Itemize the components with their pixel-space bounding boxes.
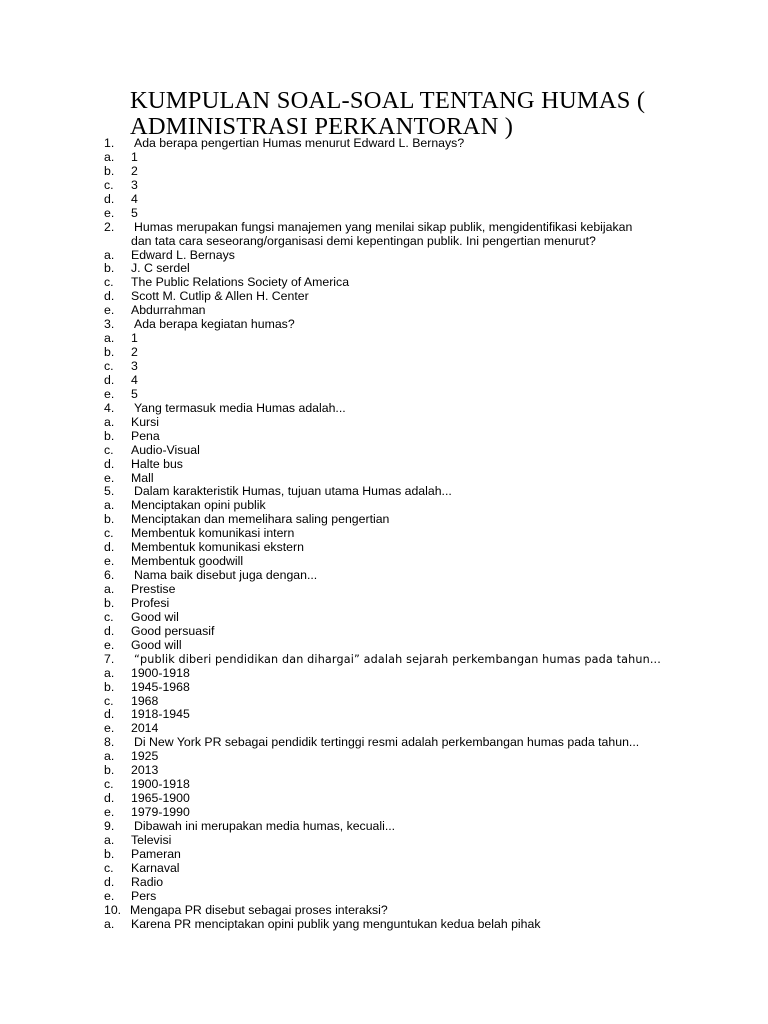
list-marker: b. — [104, 163, 115, 178]
list-marker: c. — [104, 609, 114, 624]
option-line — [104, 722, 744, 736]
list-marker: d. — [104, 289, 115, 304]
option-line — [104, 862, 744, 876]
question-line — [104, 318, 744, 332]
line-text: The Public Relations Society of America — [131, 275, 350, 290]
line-text: 1 — [131, 331, 138, 346]
line-text: dan tata cara seseorang/organisasi demi kepentingan publik. Ini pengertian menurut? — [131, 233, 596, 248]
list-marker: 1. — [104, 136, 115, 150]
line-text: Televisi — [131, 832, 172, 847]
line-text: 1900-1918 — [131, 777, 190, 792]
document-title — [130, 88, 730, 140]
line-text: Menciptakan opini publik — [131, 498, 266, 513]
line-text: 5 — [131, 205, 138, 220]
option-line — [104, 304, 744, 318]
question-line — [104, 137, 744, 151]
list-marker: a. — [104, 665, 115, 680]
line-text: Mengapa PR disebut sebagai proses interaksi? — [130, 902, 388, 917]
line-text: 4 — [131, 372, 138, 387]
list-marker: d. — [104, 791, 115, 806]
list-marker: a. — [104, 149, 115, 164]
list-marker: 9. — [104, 818, 115, 833]
line-text: Membentuk komunikasi ekstern — [131, 540, 304, 555]
list-marker: a. — [104, 749, 115, 764]
list-marker: a. — [104, 247, 115, 262]
list-marker: e. — [104, 637, 115, 652]
option-line — [104, 499, 744, 513]
list-marker: 5. — [104, 484, 115, 499]
option-line — [104, 444, 744, 458]
line-text: Menciptakan dan memelihara saling pengertian — [131, 512, 390, 527]
list-marker: 4. — [104, 400, 115, 415]
line-text: Yang termasuk media Humas adalah... — [134, 400, 346, 415]
list-marker: e. — [104, 721, 115, 736]
line-text: Nama baik disebut juga dengan... — [134, 568, 318, 583]
list-marker: c. — [104, 777, 114, 792]
line-text: 5 — [131, 386, 138, 401]
line-text: 1965-1900 — [131, 791, 190, 806]
line-text: 1900-1918 — [131, 665, 190, 680]
line-text: 1 — [131, 149, 138, 164]
list-marker: a. — [104, 414, 115, 429]
line-text: Pena — [131, 428, 160, 443]
question-line — [104, 653, 744, 667]
line-text: 2 — [131, 345, 138, 360]
list-marker: 10. — [104, 902, 122, 917]
list-marker: c. — [104, 359, 114, 373]
option-line — [104, 179, 744, 193]
line-text: Halte bus — [131, 456, 183, 471]
list-marker: b. — [104, 261, 115, 276]
line-text: 1979-1990 — [131, 805, 190, 819]
option-line — [104, 430, 744, 444]
option-line — [104, 193, 744, 207]
option-line — [104, 472, 744, 486]
option-line — [104, 555, 744, 569]
list-marker: e. — [104, 554, 115, 569]
option-line — [104, 249, 744, 263]
list-marker: b. — [104, 345, 115, 360]
line-text: Dalam karakteristik Humas, tujuan utama Humas adalah... — [134, 484, 452, 499]
list-marker: a. — [104, 582, 115, 596]
line-text: Good will — [131, 637, 182, 652]
list-marker: d. — [104, 372, 115, 387]
title-line-2: ADMINISTRASI PERKANTORAN ) — [130, 113, 514, 140]
question-line — [104, 221, 744, 235]
question-line — [104, 485, 744, 499]
list-marker: c. — [104, 275, 114, 290]
line-text: 3 — [131, 177, 138, 192]
option-line — [104, 207, 744, 221]
option-line — [104, 667, 744, 681]
line-text: Scott M. Cutlip & Allen H. Center — [131, 289, 309, 304]
line-text: Ada berapa pengertian Humas menurut Edward L. Bernays? — [134, 136, 465, 150]
option-line — [104, 388, 744, 402]
line-text: 1945-1968 — [131, 679, 190, 694]
line-text: 3 — [131, 359, 138, 373]
option-line — [104, 165, 744, 179]
list-marker: c. — [104, 442, 114, 457]
option-line — [104, 276, 744, 290]
line-text: 1918-1945 — [131, 707, 190, 722]
title-line-1: KUMPULAN SOAL-SOAL TENTANG HUMAS ( — [130, 87, 646, 114]
list-marker: a. — [104, 916, 115, 931]
list-marker: b. — [104, 512, 115, 527]
option-line — [104, 360, 744, 374]
option-line — [104, 290, 744, 304]
option-line — [104, 151, 744, 165]
option-line — [104, 764, 744, 778]
list-marker: b. — [104, 428, 115, 443]
line-text: J. C serdel — [131, 261, 190, 276]
line-text: 4 — [131, 191, 138, 206]
list-marker: e. — [104, 470, 115, 485]
option-line — [104, 262, 744, 276]
option-line — [104, 750, 744, 764]
list-marker: c. — [104, 693, 114, 708]
list-marker: d. — [104, 456, 115, 471]
list-marker: e. — [104, 303, 115, 318]
list-marker: b. — [104, 595, 115, 610]
option-line — [104, 918, 744, 932]
line-text: Karnaval — [131, 860, 180, 875]
line-text: Membentuk komunikasi intern — [131, 526, 295, 541]
list-marker: b. — [104, 763, 115, 778]
question-list — [104, 137, 744, 931]
line-text: 2 — [131, 163, 138, 178]
list-marker: d. — [104, 540, 115, 555]
list-marker: e. — [104, 805, 115, 819]
line-text: Dibawah ini merupakan media humas, kecuali... — [134, 818, 396, 833]
option-line — [104, 848, 744, 862]
line-text: 1968 — [131, 693, 159, 708]
line-text: Abdurrahman — [131, 303, 206, 318]
line-text: Mall — [131, 470, 154, 485]
option-line — [104, 458, 744, 472]
option-line — [104, 332, 744, 346]
line-text: Prestise — [131, 582, 176, 596]
option-line — [104, 876, 744, 890]
line-text: Pers — [131, 888, 157, 903]
list-marker: e. — [104, 888, 115, 903]
option-line — [104, 778, 744, 792]
list-marker: c. — [104, 526, 114, 541]
option-line — [104, 695, 744, 709]
question-line — [104, 736, 744, 750]
option-line — [104, 416, 744, 430]
list-marker: 3. — [104, 317, 115, 332]
line-text: Good wil — [131, 609, 179, 624]
line-text: Kursi — [131, 414, 160, 429]
option-line — [104, 806, 744, 820]
list-marker: d. — [104, 874, 115, 889]
question-line — [104, 569, 744, 583]
option-line — [104, 890, 744, 904]
list-marker: d. — [104, 707, 115, 722]
option-line — [104, 513, 744, 527]
option-line — [104, 597, 744, 611]
list-marker: d. — [104, 191, 115, 206]
option-line — [104, 792, 744, 806]
question-continuation — [104, 235, 744, 249]
list-marker: d. — [104, 623, 115, 638]
list-marker: b. — [104, 846, 115, 861]
option-line — [104, 527, 744, 541]
option-line — [104, 541, 744, 555]
list-marker: e. — [104, 205, 115, 220]
option-line — [104, 681, 744, 695]
line-text: Audio-Visual — [131, 442, 200, 457]
list-marker: 6. — [104, 568, 115, 583]
list-marker: c. — [104, 860, 114, 875]
option-line — [104, 708, 744, 722]
question-line — [104, 820, 744, 834]
option-line — [104, 639, 744, 653]
list-marker: e. — [104, 386, 115, 401]
list-marker: b. — [104, 679, 115, 694]
list-marker: 2. — [104, 219, 115, 234]
option-line — [104, 374, 744, 388]
line-text: Humas merupakan fungsi manajemen yang menilai sikap publik, mengidentifikasi kebijakan — [134, 219, 633, 234]
line-text: Ada berapa kegiatan humas? — [134, 317, 295, 332]
list-marker: 8. — [104, 735, 115, 750]
list-marker: a. — [104, 331, 115, 346]
line-text: “publik diberi pendidikan dan dihargai” adalah sejarah perkembangan humas pada tahun... — [134, 652, 661, 666]
line-text: Profesi — [131, 595, 170, 610]
question-line — [104, 904, 744, 918]
line-text: 2014 — [131, 721, 159, 736]
line-text: Pameran — [131, 846, 181, 861]
line-text: Edward L. Bernays — [131, 247, 235, 262]
line-text: 2013 — [131, 763, 159, 778]
list-marker: a. — [104, 498, 115, 513]
list-marker: a. — [104, 832, 115, 847]
line-text: Karena PR menciptakan opini publik yang menguntukan kedua belah pihak — [131, 916, 541, 931]
line-text: 1925 — [131, 749, 159, 764]
option-line — [104, 346, 744, 360]
line-text: Di New York PR sebagai pendidik tertinggi resmi adalah perkembangan humas pada tahun... — [134, 735, 640, 750]
list-marker: 7. — [104, 651, 115, 666]
question-line — [104, 402, 744, 416]
line-text: Radio — [131, 874, 164, 889]
option-line — [104, 583, 744, 597]
list-marker: c. — [104, 177, 114, 192]
option-line — [104, 611, 744, 625]
option-line — [104, 834, 744, 848]
option-line — [104, 625, 744, 639]
line-text: Good persuasif — [131, 623, 215, 638]
line-text: Membentuk goodwill — [131, 554, 244, 569]
